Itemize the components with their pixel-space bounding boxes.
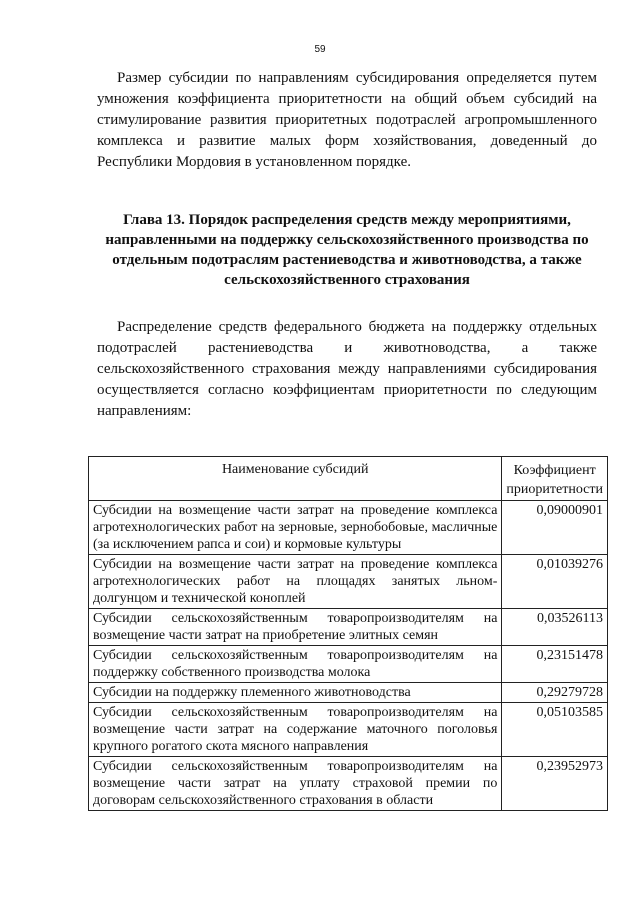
chapter-heading: Глава 13. Порядок распределения средств между мероприятиями, направленными на поддержку сельскохозяйственного производства по отдельным подотраслям растениеводства и животноводства, а также сельскохозяйственного страхования [105, 212, 589, 288]
coefficient-value: 0,09000901 [502, 501, 608, 555]
subsidy-name: Субсидии сельскохозяйственным товаропроизводителям на возмещение части затрат на содержание маточного поголовья крупного рогатого скота мясного направления [89, 703, 502, 757]
subsidy-name: Субсидии на возмещение части затрат на проведение комплекса агротехнологических работ на площадях занятых льном-долгунцом и технической коноплей [89, 555, 502, 609]
subsidy-name: Субсидии сельскохозяйственным товаропроизводителям на поддержку собственного производства молока [89, 646, 502, 683]
subsidy-name: Субсидии сельскохозяйственным товаропроизводителям на возмещение части затрат на уплату страховой премии по договорам сельскохозяйственного страхования в области [89, 757, 502, 811]
coefficient-value: 0,23952973 [502, 757, 608, 811]
subsidy-name: Субсидии на возмещение части затрат на проведение комплекса агротехнологических работ на зерновые, зернобобовые, масличные (за исключением рапса и сои) и кормовые культуры [89, 501, 502, 555]
table-row [89, 683, 608, 703]
intro-paragraph: Размер субсидии по направлениям субсидирования определяется путем умножения коэффициента приоритетности на общий объем субсидий на стимулирование развития приоритетных подотраслей агропромышленного комплекса и развитие малых форм хозяйствования, доведенный до Республики Мордовия в установленном порядке. [97, 70, 597, 170]
header-subsidy-name: Наименование субсидий [89, 457, 502, 501]
subsidies-table [88, 456, 608, 811]
subsidy-name: Субсидии сельскохозяйственным товаропроизводителям на возмещение части затрат на приобретение элитных семян [89, 609, 502, 646]
coefficient-value: 0,23151478 [502, 646, 608, 683]
coefficient-value: 0,03526113 [502, 609, 608, 646]
coefficient-value: 0,05103585 [502, 703, 608, 757]
table-row [89, 555, 608, 609]
coefficient-value: 0,29279728 [502, 683, 608, 703]
table-row [89, 501, 608, 555]
table-row [89, 609, 608, 646]
coefficient-value: 0,01039276 [502, 555, 608, 609]
table-row [89, 703, 608, 757]
subsidy-name: Субсидии на поддержку племенного животноводства [89, 683, 502, 703]
distribution-paragraph: Распределение средств федерального бюджета на поддержку отдельных подотраслей растениеводства и животноводства, а также сельскохозяйственного страхования между направлениями субсидирования осуществляется согласно коэффициентам приоритетности по следующим направлениям: [97, 319, 597, 419]
table-row [89, 757, 608, 811]
page-number: 59 [314, 44, 326, 55]
table-header-row [89, 457, 608, 501]
table-row [89, 646, 608, 683]
header-coefficient: Коэффициент приоритетности [502, 457, 608, 501]
